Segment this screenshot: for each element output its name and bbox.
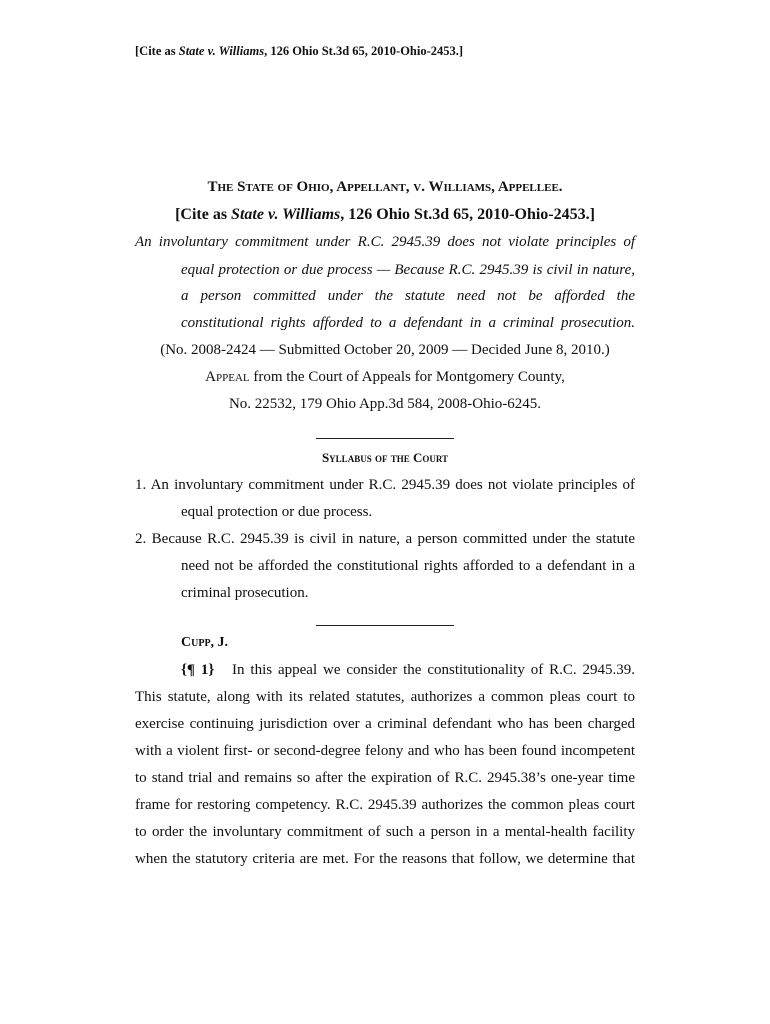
headnote-line: a person committed under the statute need not be afforded the [181,288,635,304]
running-citation: [Cite as State v. Williams, 126 Ohio St.3d 65, 2010-Ohio-2453.] [135,44,464,58]
headnote-line: An involuntary commitment under R.C. 2945.39 does not violate principles of [135,234,635,250]
opinion-paragraph-line: {¶ 1} In this appeal we consider the constitutionality of R.C. 2945.39. [181,662,636,678]
syllabus-item-2-cont: criminal prosecution. [181,585,309,601]
opinion-paragraph-line: to stand trial and remains so after the expiration of R.C. 2945.38’s one-year time [135,770,635,786]
syllabus-item-2-cont: need not be afforded the constitutional rights afforded to a defendant in a [181,558,635,574]
syllabus-heading: Syllabus of the Court [321,450,449,465]
opinion-paragraph-line: exercise continuing jurisdiction over a criminal defendant who has been charged [135,716,635,732]
appeal-citation-line: No. 22532, 179 Ohio App.3d 584, 2008-Ohio-6245. [228,396,542,412]
case-caption: The State of Ohio, Appellant, v. Williams, Appellee. [207,179,563,195]
syllabus-item-1-cont: equal protection or due process. [181,504,373,520]
syllabus-item-2: 2. Because R.C. 2945.39 is civil in nature, a person committed under the statute [135,531,635,547]
opinion-paragraph-line: with a violent first- or second-degree felony and who has been found incompetent [135,743,635,759]
opinion-author: Cupp, J. [181,635,229,650]
headnote-line: constitutional rights afforded to a defendant in a criminal prosecution. [181,315,635,331]
opinion-paragraph-line: to order the involuntary commitment of such a person in a mental-health facility [135,824,635,840]
docket-line: (No. 2008-2424 — Submitted October 20, 2009 — Decided June 8, 2010.) [160,342,610,358]
opinion-paragraph-line: frame for restoring competency. R.C. 2945.39 authorizes the common pleas court [135,797,635,813]
headnote-line: equal protection or due process — Because R.C. 2945.39 is civil in nature, [181,262,635,278]
opinion-paragraph-line: when the statutory criteria are met. For the reasons that follow, we determine that [135,851,635,867]
section-divider [316,625,454,626]
syllabus-item-1: 1. An involuntary commitment under R.C. 2945.39 does not violate principles of [135,477,635,493]
case-citation: [Cite as State v. Williams, 126 Ohio St.3d 65, 2010-Ohio-2453.] [175,206,595,223]
appeal-line: Appeal from the Court of Appeals for Montgomery County, [205,369,565,385]
paragraph-marker: {¶ 1} [181,662,215,678]
section-divider [316,438,454,439]
opinion-paragraph-line: This statute, along with its related statutes, authorizes a common pleas court to [135,689,635,705]
